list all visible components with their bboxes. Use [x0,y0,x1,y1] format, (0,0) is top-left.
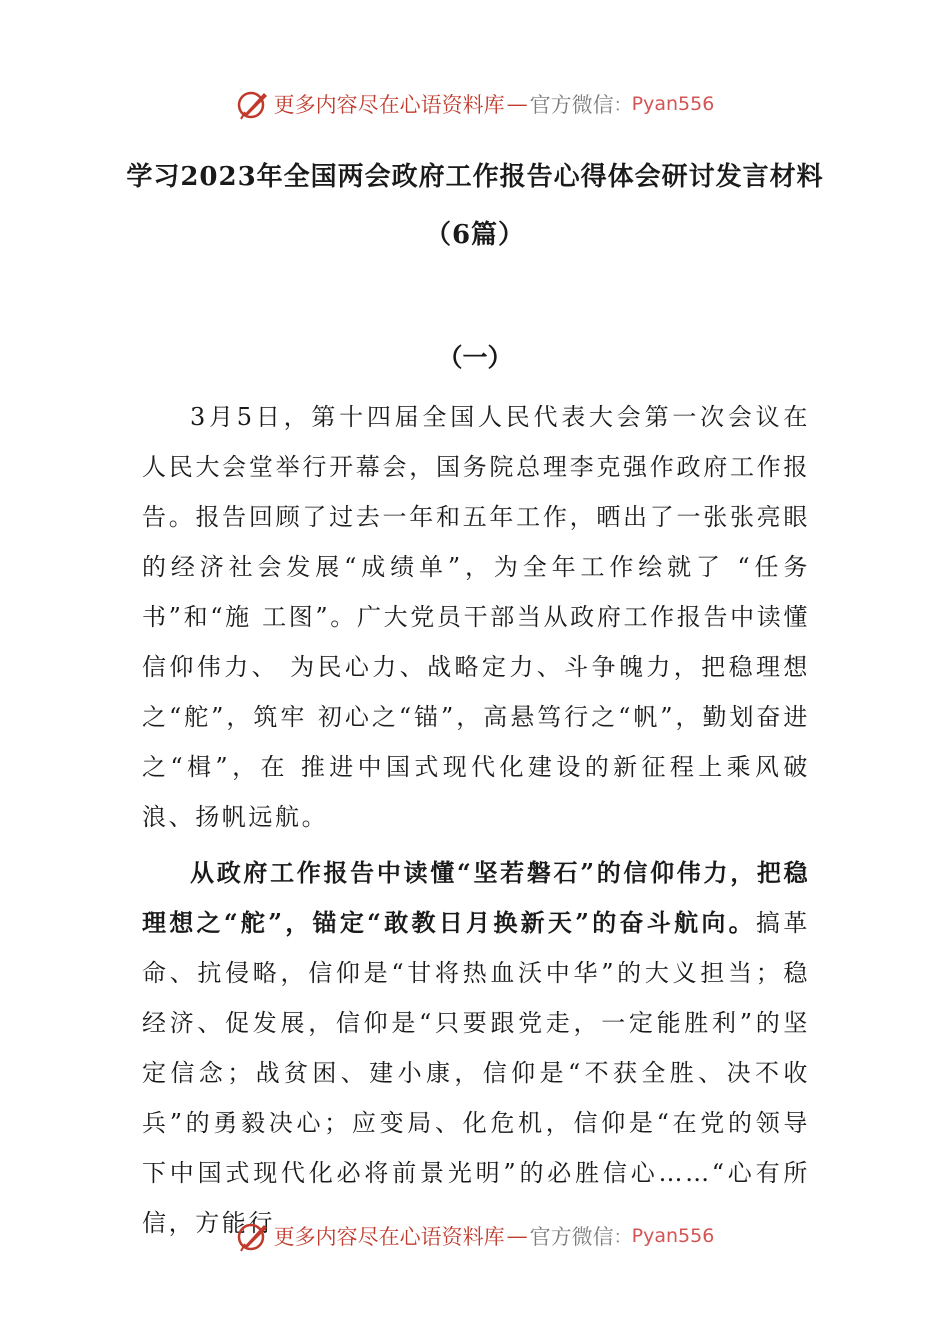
paragraph-2-text [142,848,810,1248]
watermark-banner-bottom [0,1216,950,1256]
section-number: （一） [437,343,513,372]
watermark-dash: — [506,92,528,116]
document-title: 学习2023年全国两会政府工作报告心得体会研讨发言材料 [126,162,824,192]
paragraph-2-body: 搞革命、抗侵略，信仰是“甘将热血沃中华”的大义担当；稳经济、促发展，信仰是“只要跟党走，一定能胜利”的坚定信念；战贫困、建小康，信仰是“不获全胜、决不收兵”的勇毅决心；应变局、化危机，信仰是“在党的领导下中国式现代化必将前景光明”的必胜信心……“心有所信，方能行 [142,909,811,1237]
watermark-text: 更多内容尽在心语资料库 [273,1225,505,1249]
watermark-separator: ： [613,1227,632,1248]
quill-pen-logo-icon [236,1219,270,1253]
body-paragraph-2 [142,848,810,1248]
paragraph-2-heading: 从政府工作报告中读懂“坚若磐石”的信仰伟力，把稳理想之“舵”，锚定“敢教日月换新天”的奋斗航向。 [142,858,810,937]
watermark-account: Pyan556 [631,93,715,115]
watermark-label: 官方微信 [529,1225,614,1249]
document-subtitle: （6篇） [424,220,526,250]
watermark-banner-top [0,84,950,124]
quill-pen-logo-icon [236,87,270,121]
watermark-account: Pyan556 [631,1225,715,1247]
watermark-dash: — [506,1224,528,1248]
paragraph-1-text: 3月5日，第十四届全国人民代表大会第一次会议在人民大会堂举行开幕会，国务院总理李克强作政府工作报告。报告回顾了过去一年和五年工作，晒出了一张张亮眼的经济社会发展“成绩单”，为全年工作绘就了 “任务书”和“施 工图”。广大党员干部当从政府工作报告中读懂信仰伟力、 为民心力、战略定力、斗争魄力，把稳理想之“舵”，筑牢 初心之“锚”，高悬笃行之“帆”，勤划奋进之“楫”，在 推进中国式现代化建设的新征程上乘风破浪、扬帆远航。 [142,403,810,831]
body-paragraph-1 [142,392,810,842]
watermark-label: 官方微信 [529,93,614,117]
watermark-text: 更多内容尽在心语资料库 [273,93,505,117]
watermark-separator: ： [613,95,632,116]
